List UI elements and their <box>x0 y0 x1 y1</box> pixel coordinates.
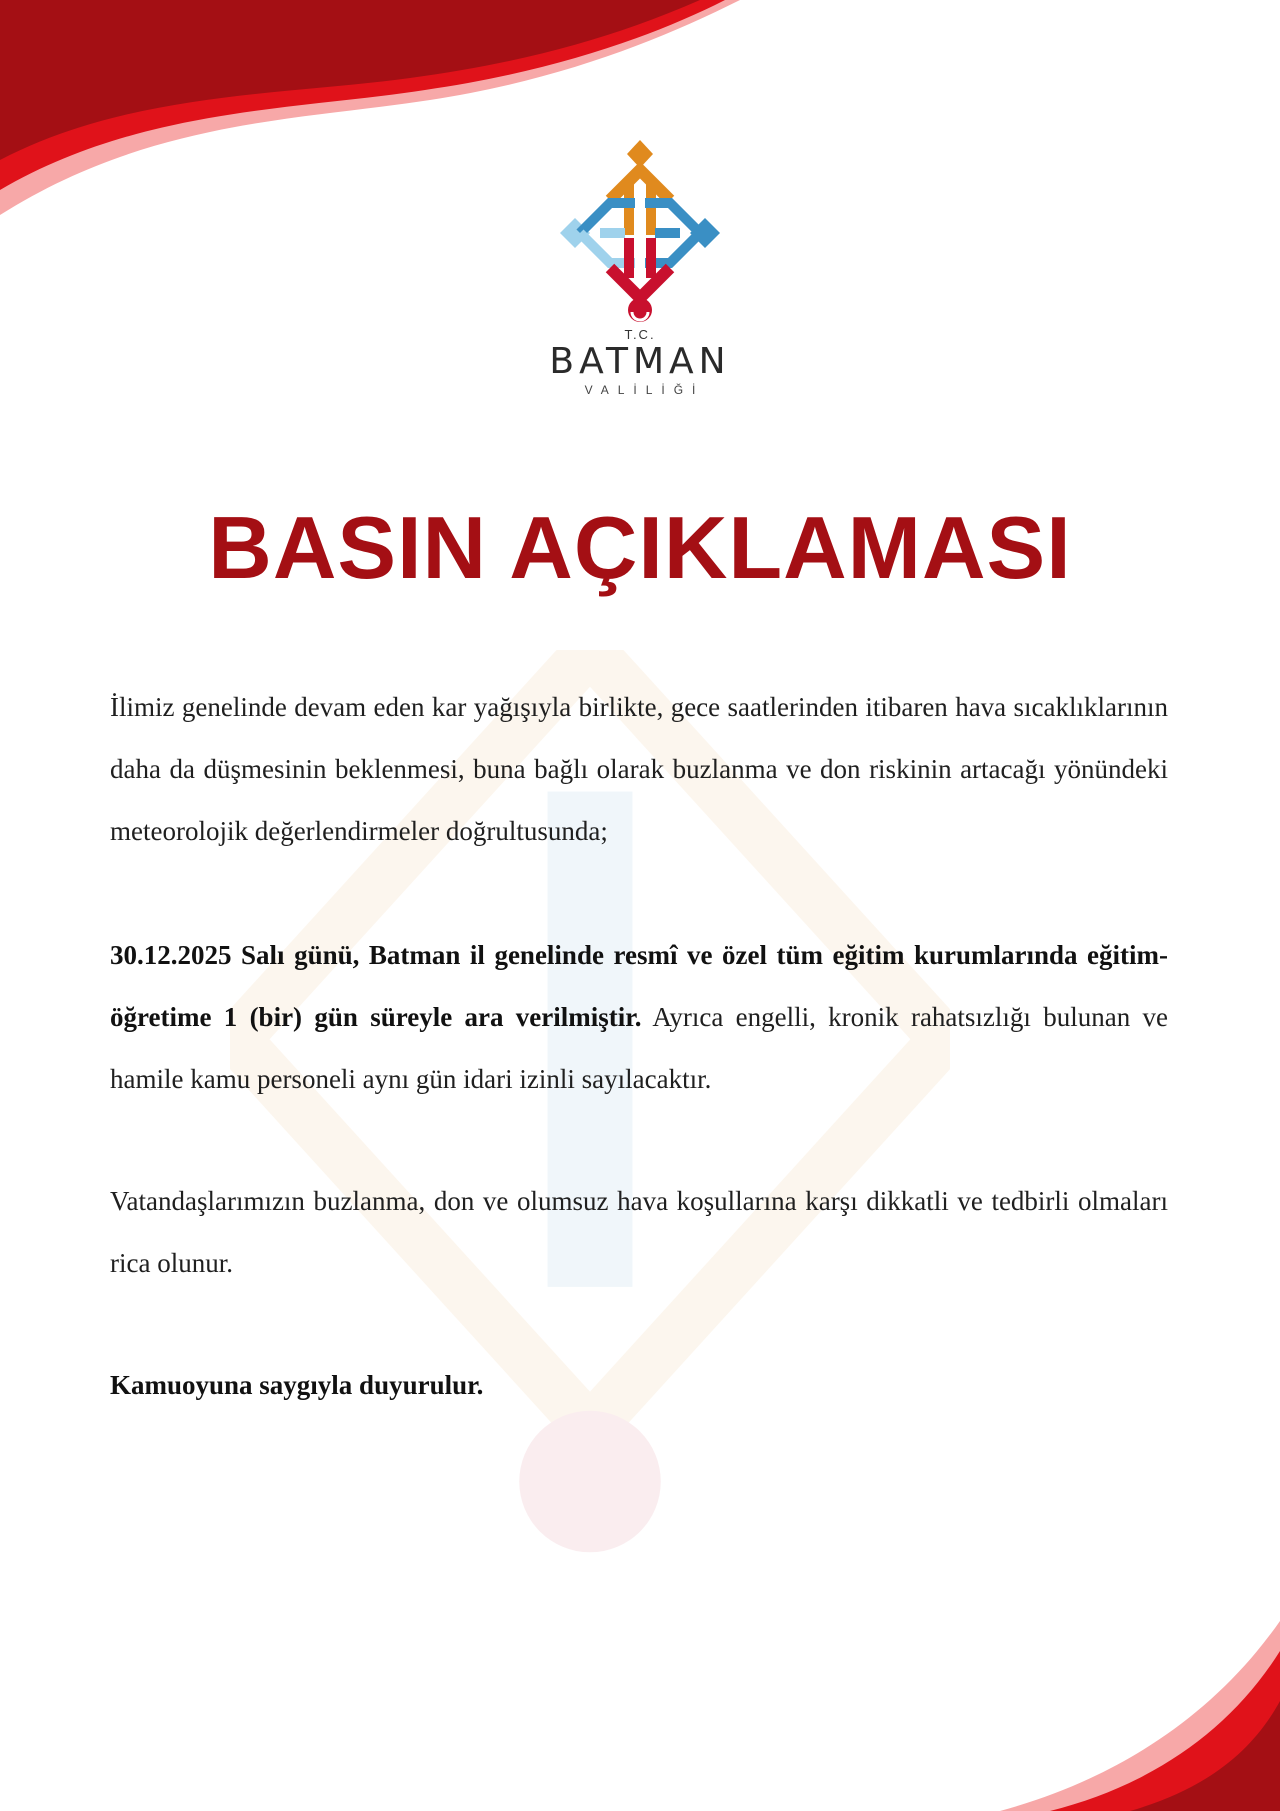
paragraph-closure-rest: Ayrıca engelli, kronik rahatsızlığı bulunan ve hamile kamu personeli aynı gün idari izinli sayılacaktır. <box>110 1002 1168 1094</box>
paragraph-caution: Vatandaşlarımızın buzlanma, don ve olumsuz hava koşullarına karşı dikkatli ve tedbirli olmaları rica olunur. <box>110 1186 1168 1278</box>
paragraph-weather: İlimiz genelinde devam eden kar yağışıyla birlikte, gece saatlerinden itibaren hava sıcaklıklarının daha da düşmesinin beklenmesi, buna bağlı olarak buzlanma ve don riskinin artacağı yönündeki meteorolojik değerlendirmeler doğrultusunda; <box>110 692 1168 846</box>
page-title: BASIN AÇIKLAMASI <box>208 498 1072 597</box>
logo-tc: T.C. <box>624 327 656 342</box>
batman-valiligi-emblem-icon <box>540 138 740 328</box>
logo-name: BATMAN <box>549 341 731 382</box>
bottom-wave-decoration <box>980 1621 1280 1811</box>
logo-subtitle: VALİLİĞİ <box>584 383 705 397</box>
announcement-body <box>110 676 1168 1416</box>
paragraph-closure-bold: 30.12.2025 Salı günü, Batman il genelinde resmî ve özel tüm eğitim kurumlarında eğitim-öğretime 1 (bir) gün süreyle ara verilmiştir. <box>110 940 1168 1032</box>
paragraph-closing: Kamuoyuna saygıyla duyurulur. <box>110 1370 484 1400</box>
logo-wordmark <box>440 328 840 398</box>
paragraph-school-closure <box>110 924 1168 1110</box>
